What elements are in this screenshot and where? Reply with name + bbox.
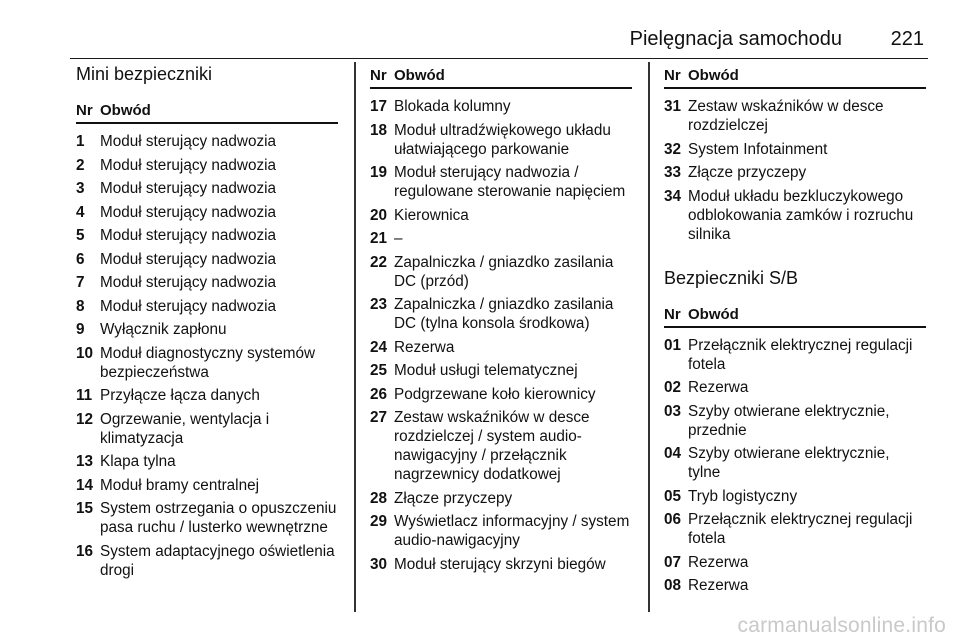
fuse-number: 15 xyxy=(76,500,94,517)
fuse-row xyxy=(370,408,632,484)
section-title-mini-fuses: Mini bezpieczniki xyxy=(76,64,213,84)
header-obwod: Obwód xyxy=(100,102,151,119)
table-header xyxy=(664,62,926,89)
fuse-number: 16 xyxy=(76,542,94,560)
fuse-circuit: Tryb logistyczny xyxy=(688,487,798,505)
fuse-row xyxy=(76,452,338,471)
fuse-number: 7 xyxy=(76,274,85,291)
fuse-row xyxy=(664,576,926,595)
fuse-number: 10 xyxy=(76,344,94,362)
fuse-circuit: Ogrzewanie, wentylacja i klimatyzacja xyxy=(100,410,270,447)
fuse-row xyxy=(370,555,632,574)
fuse-number: 25 xyxy=(370,362,388,379)
fuse-circuit: Moduł sterujący nadwozia xyxy=(100,274,277,291)
fuse-number: 02 xyxy=(664,379,682,396)
fuse-circuit: Klapa tylna xyxy=(100,453,176,470)
fuse-circuit: Moduł sterujący nadwozia xyxy=(100,227,277,244)
column-divider xyxy=(648,62,650,612)
fuse-circuit: Blokada kolumny xyxy=(394,98,511,115)
fuse-number: 05 xyxy=(664,487,682,505)
fuse-number: 22 xyxy=(370,253,388,271)
fuse-number: 29 xyxy=(370,513,388,530)
table-header xyxy=(76,97,338,124)
fuse-list xyxy=(664,336,926,596)
fuse-circuit: Moduł sterujący nadwozia xyxy=(100,156,277,174)
fuse-circuit: Przełącznik elektrycznej regulacji fotela xyxy=(688,336,913,373)
fuse-number: 31 xyxy=(664,98,682,115)
column-1 xyxy=(76,62,338,584)
fuse-row xyxy=(664,402,926,440)
page-header xyxy=(70,22,928,59)
fuse-number: 8 xyxy=(76,297,85,315)
fuse-row xyxy=(76,273,338,292)
fuse-number: 18 xyxy=(370,121,388,139)
fuse-number: 24 xyxy=(370,338,388,356)
fuse-row xyxy=(76,410,338,448)
fuse-row xyxy=(370,253,632,291)
fuse-circuit: Wyłącznik zapłonu xyxy=(100,321,227,338)
fuse-row xyxy=(76,386,338,405)
fuse-list xyxy=(76,132,338,580)
fuse-circuit: – xyxy=(394,230,403,247)
fuse-row xyxy=(664,187,926,244)
fuse-number: 5 xyxy=(76,227,85,244)
fuse-circuit: Zapalniczka / gniazdko zasilania DC (przód) xyxy=(394,253,614,290)
watermark: carmanualsonline.info xyxy=(737,614,946,637)
fuse-row xyxy=(370,229,632,248)
header-nr: Nr xyxy=(664,305,681,323)
fuse-row xyxy=(76,542,338,580)
header-nr: Nr xyxy=(370,67,387,84)
fuse-circuit: Wyświetlacz informacyjny / system audio-nawigacyjny xyxy=(394,513,630,549)
header-nr: Nr xyxy=(76,102,93,119)
fuse-row xyxy=(370,361,632,380)
header-obwod: Obwód xyxy=(394,67,445,84)
fuse-row xyxy=(664,163,926,182)
fuse-number: 03 xyxy=(664,402,682,420)
fuse-circuit: Moduł sterujący nadwozia / regulowane sterowanie napięciem xyxy=(394,164,626,200)
fuse-circuit: System Infotainment xyxy=(688,140,828,158)
fuse-circuit: Przyłącze łącza danych xyxy=(100,387,260,404)
fuse-row xyxy=(76,203,338,222)
fuse-number: 04 xyxy=(664,445,682,462)
column-2 xyxy=(370,62,632,578)
fuse-row xyxy=(370,385,632,404)
fuse-circuit: Moduł ultradźwiękowego układu ułatwiającego parkowanie xyxy=(394,121,611,158)
fuse-row xyxy=(76,476,338,495)
fuse-number: 9 xyxy=(76,321,85,338)
fuse-row xyxy=(370,97,632,116)
fuse-row xyxy=(664,487,926,506)
fuse-circuit: Moduł sterujący nadwozia xyxy=(100,297,277,315)
fuse-row xyxy=(664,140,926,159)
fuse-row xyxy=(76,156,338,175)
fuse-number: 26 xyxy=(370,385,388,403)
fuse-number: 19 xyxy=(370,164,388,181)
fuse-number: 6 xyxy=(76,250,85,268)
fuse-number: 06 xyxy=(664,511,682,528)
fuse-number: 20 xyxy=(370,206,388,224)
fuse-row xyxy=(664,553,926,572)
fuse-circuit: Rezerwa xyxy=(394,338,455,356)
fuse-row xyxy=(370,512,632,550)
fuse-number: 11 xyxy=(76,387,93,404)
fuse-circuit: Moduł sterujący nadwozia xyxy=(100,250,277,268)
fuse-circuit: Rezerwa xyxy=(688,379,749,396)
fuse-circuit: Kierownica xyxy=(394,206,469,224)
fuse-number: 32 xyxy=(664,140,682,158)
fuse-row xyxy=(664,510,926,548)
fuse-circuit: Rezerwa xyxy=(688,577,749,594)
fuse-row xyxy=(664,97,926,135)
fuse-number: 08 xyxy=(664,577,682,594)
fuse-circuit: Moduł diagnostyczny systemów bezpieczeństwa xyxy=(100,344,316,381)
fuse-number: 30 xyxy=(370,555,388,573)
fuse-circuit: Podgrzewane koło kierownicy xyxy=(394,385,596,403)
column-3 xyxy=(664,62,926,600)
fuse-number: 01 xyxy=(664,336,682,354)
fuse-row xyxy=(76,132,338,151)
table-header xyxy=(370,62,632,89)
fuse-number: 17 xyxy=(370,98,388,115)
fuse-row xyxy=(370,163,632,201)
fuse-row xyxy=(370,295,632,333)
fuse-row xyxy=(76,179,338,198)
fuse-row xyxy=(370,489,632,508)
fuse-number: 2 xyxy=(76,156,85,174)
fuse-circuit: Zestaw wskaźników w desce rozdzielczej xyxy=(688,98,884,134)
fuse-circuit: Przełącznik elektrycznej regulacji fotela xyxy=(688,511,913,547)
fuse-circuit: Złącze przyczepy xyxy=(688,164,807,181)
fuse-circuit: Moduł sterujący nadwozia xyxy=(100,180,277,197)
fuse-number: 33 xyxy=(664,164,682,181)
fuse-row xyxy=(76,226,338,245)
fuse-row xyxy=(76,499,338,537)
fuse-row xyxy=(664,444,926,482)
fuse-number: 07 xyxy=(664,553,682,571)
fuse-number: 3 xyxy=(76,180,85,197)
fuse-row xyxy=(76,320,338,339)
fuse-number: 12 xyxy=(76,410,94,428)
fuse-circuit: System ostrzegania o opuszczeniu pasa ruchu / lusterko wewnętrzne xyxy=(100,500,337,536)
fuse-row xyxy=(76,344,338,382)
fuse-number: 23 xyxy=(370,296,388,313)
header-obwod: Obwód xyxy=(688,305,739,323)
fuse-circuit: Moduł sterujący nadwozia xyxy=(100,133,277,150)
fuse-row xyxy=(76,297,338,316)
fuse-circuit: Moduł bramy centralnej xyxy=(100,476,259,494)
fuse-circuit: Zapalniczka / gniazdko zasilania DC (tylna konsola środkowa) xyxy=(394,296,614,332)
fuse-circuit: Szyby otwierane elektrycznie, przednie xyxy=(688,402,890,439)
fuse-number: 21 xyxy=(370,230,388,247)
page-title: Pielęgnacja samochodu xyxy=(629,28,842,50)
fuse-circuit: Rezerwa xyxy=(688,553,749,571)
fuse-row xyxy=(370,338,632,357)
fuse-circuit: Złącze przyczepy xyxy=(394,489,513,507)
fuse-number: 34 xyxy=(664,187,682,205)
fuse-number: 13 xyxy=(76,453,94,470)
column-divider xyxy=(354,62,356,612)
fuse-row xyxy=(370,206,632,225)
fuse-circuit: Zestaw wskaźników w desce rozdzielczej / system audio-nawigacyjny / przełącznik nagrzewnicy dodatkowej xyxy=(394,409,590,483)
fuse-number: 27 xyxy=(370,409,388,426)
fuse-circuit: System adaptacyjnego oświetlenia drogi xyxy=(100,542,335,579)
fuse-number: 1 xyxy=(76,133,85,150)
fuse-number: 28 xyxy=(370,489,388,507)
fuse-circuit: Szyby otwierane elektrycznie, tylne xyxy=(688,445,890,481)
fuse-circuit: Moduł sterujący nadwozia xyxy=(100,203,277,221)
fuse-circuit: Moduł usługi telematycznej xyxy=(394,362,578,379)
fuse-row xyxy=(664,378,926,397)
fuse-row xyxy=(370,121,632,159)
header-nr: Nr xyxy=(664,67,681,84)
fuse-circuit: Moduł układu bezkluczykowego odblokowania zamków i rozruchu silnika xyxy=(688,187,914,243)
page-number: 221 xyxy=(890,28,924,50)
table-header xyxy=(664,301,926,328)
section-title-sb-fuses: Bezpieczniki S/B xyxy=(664,267,799,288)
fuse-number: 4 xyxy=(76,203,85,221)
fuse-number: 14 xyxy=(76,476,94,494)
fuse-row xyxy=(664,336,926,374)
header-obwod: Obwód xyxy=(688,67,739,84)
fuse-list xyxy=(664,97,926,244)
fuse-row xyxy=(76,250,338,269)
fuse-circuit: Moduł sterujący skrzyni biegów xyxy=(394,555,606,573)
fuse-list xyxy=(370,97,632,574)
